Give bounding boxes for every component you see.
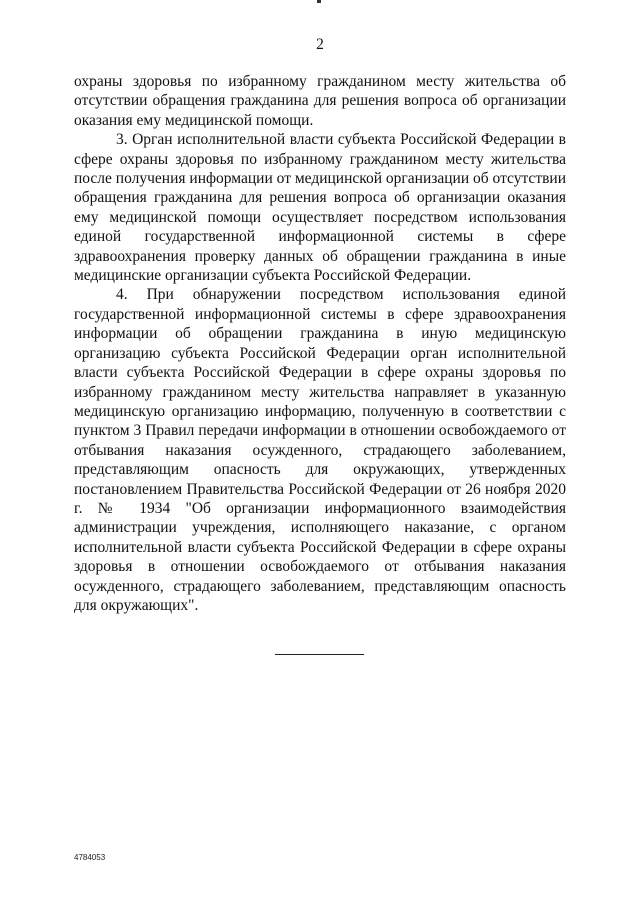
paragraph-continuation: охраны здоровья по избранному гражданином месту жительства об отсутствии обращения гражданина для решения вопроса об организации оказания ему медицинской помощи.	[74, 73, 566, 129]
paragraph-item-4: 4. При обнаружении посредством использования единой государственной информационной системы в сфере здравоохранения информации об обращении гражданина в иную медицинскую организацию субъекта Российской Федерации орган исполнительной власти субъекта Российской Федерации в сфере охраны здоровья по избранному гражданином месту жительства направляет в указанную медицинскую организацию информацию, полученную в соответствии с пунктом 3 Правил передачи информации в отношении освобождаемого от отбывания наказания осужденного, страдающего заболеванием, представляющим опасность для окружающих, утвержденных постановлением Правительства Российской Федерации от 26 ноября 2020 г. № 1934 "Об организации информационного взаимодействия администрации учреждения, исполняющего наказание, с органом исполнительной власти субъекта Российской Федерации в сфере охраны здоровья в отношении освобождаемого от отбывания наказания осужденного, страдающего заболеванием, представляющим опасность для окружающих".	[74, 286, 566, 614]
end-divider-line	[275, 654, 364, 655]
top-edge-mark	[317, 0, 321, 3]
paragraph-item-3: 3. Орган исполнительной власти субъекта Российской Федерации в сфере охраны здоровья по избранному гражданином месту жительства после получения информации от медицинской организации об отсутствии обращения гражданина для решения вопроса об организации оказания ему медицинской помощи осуществляет посредством использования единой государственной информационной системы в сфере здравоохранения проверку данных об обращении гражданина в иные медицинские организации субъекта Российской Федерации.	[74, 131, 566, 285]
document-code: 4784053	[74, 853, 106, 862]
page-number: 2	[316, 36, 324, 53]
document-body	[74, 72, 566, 615]
